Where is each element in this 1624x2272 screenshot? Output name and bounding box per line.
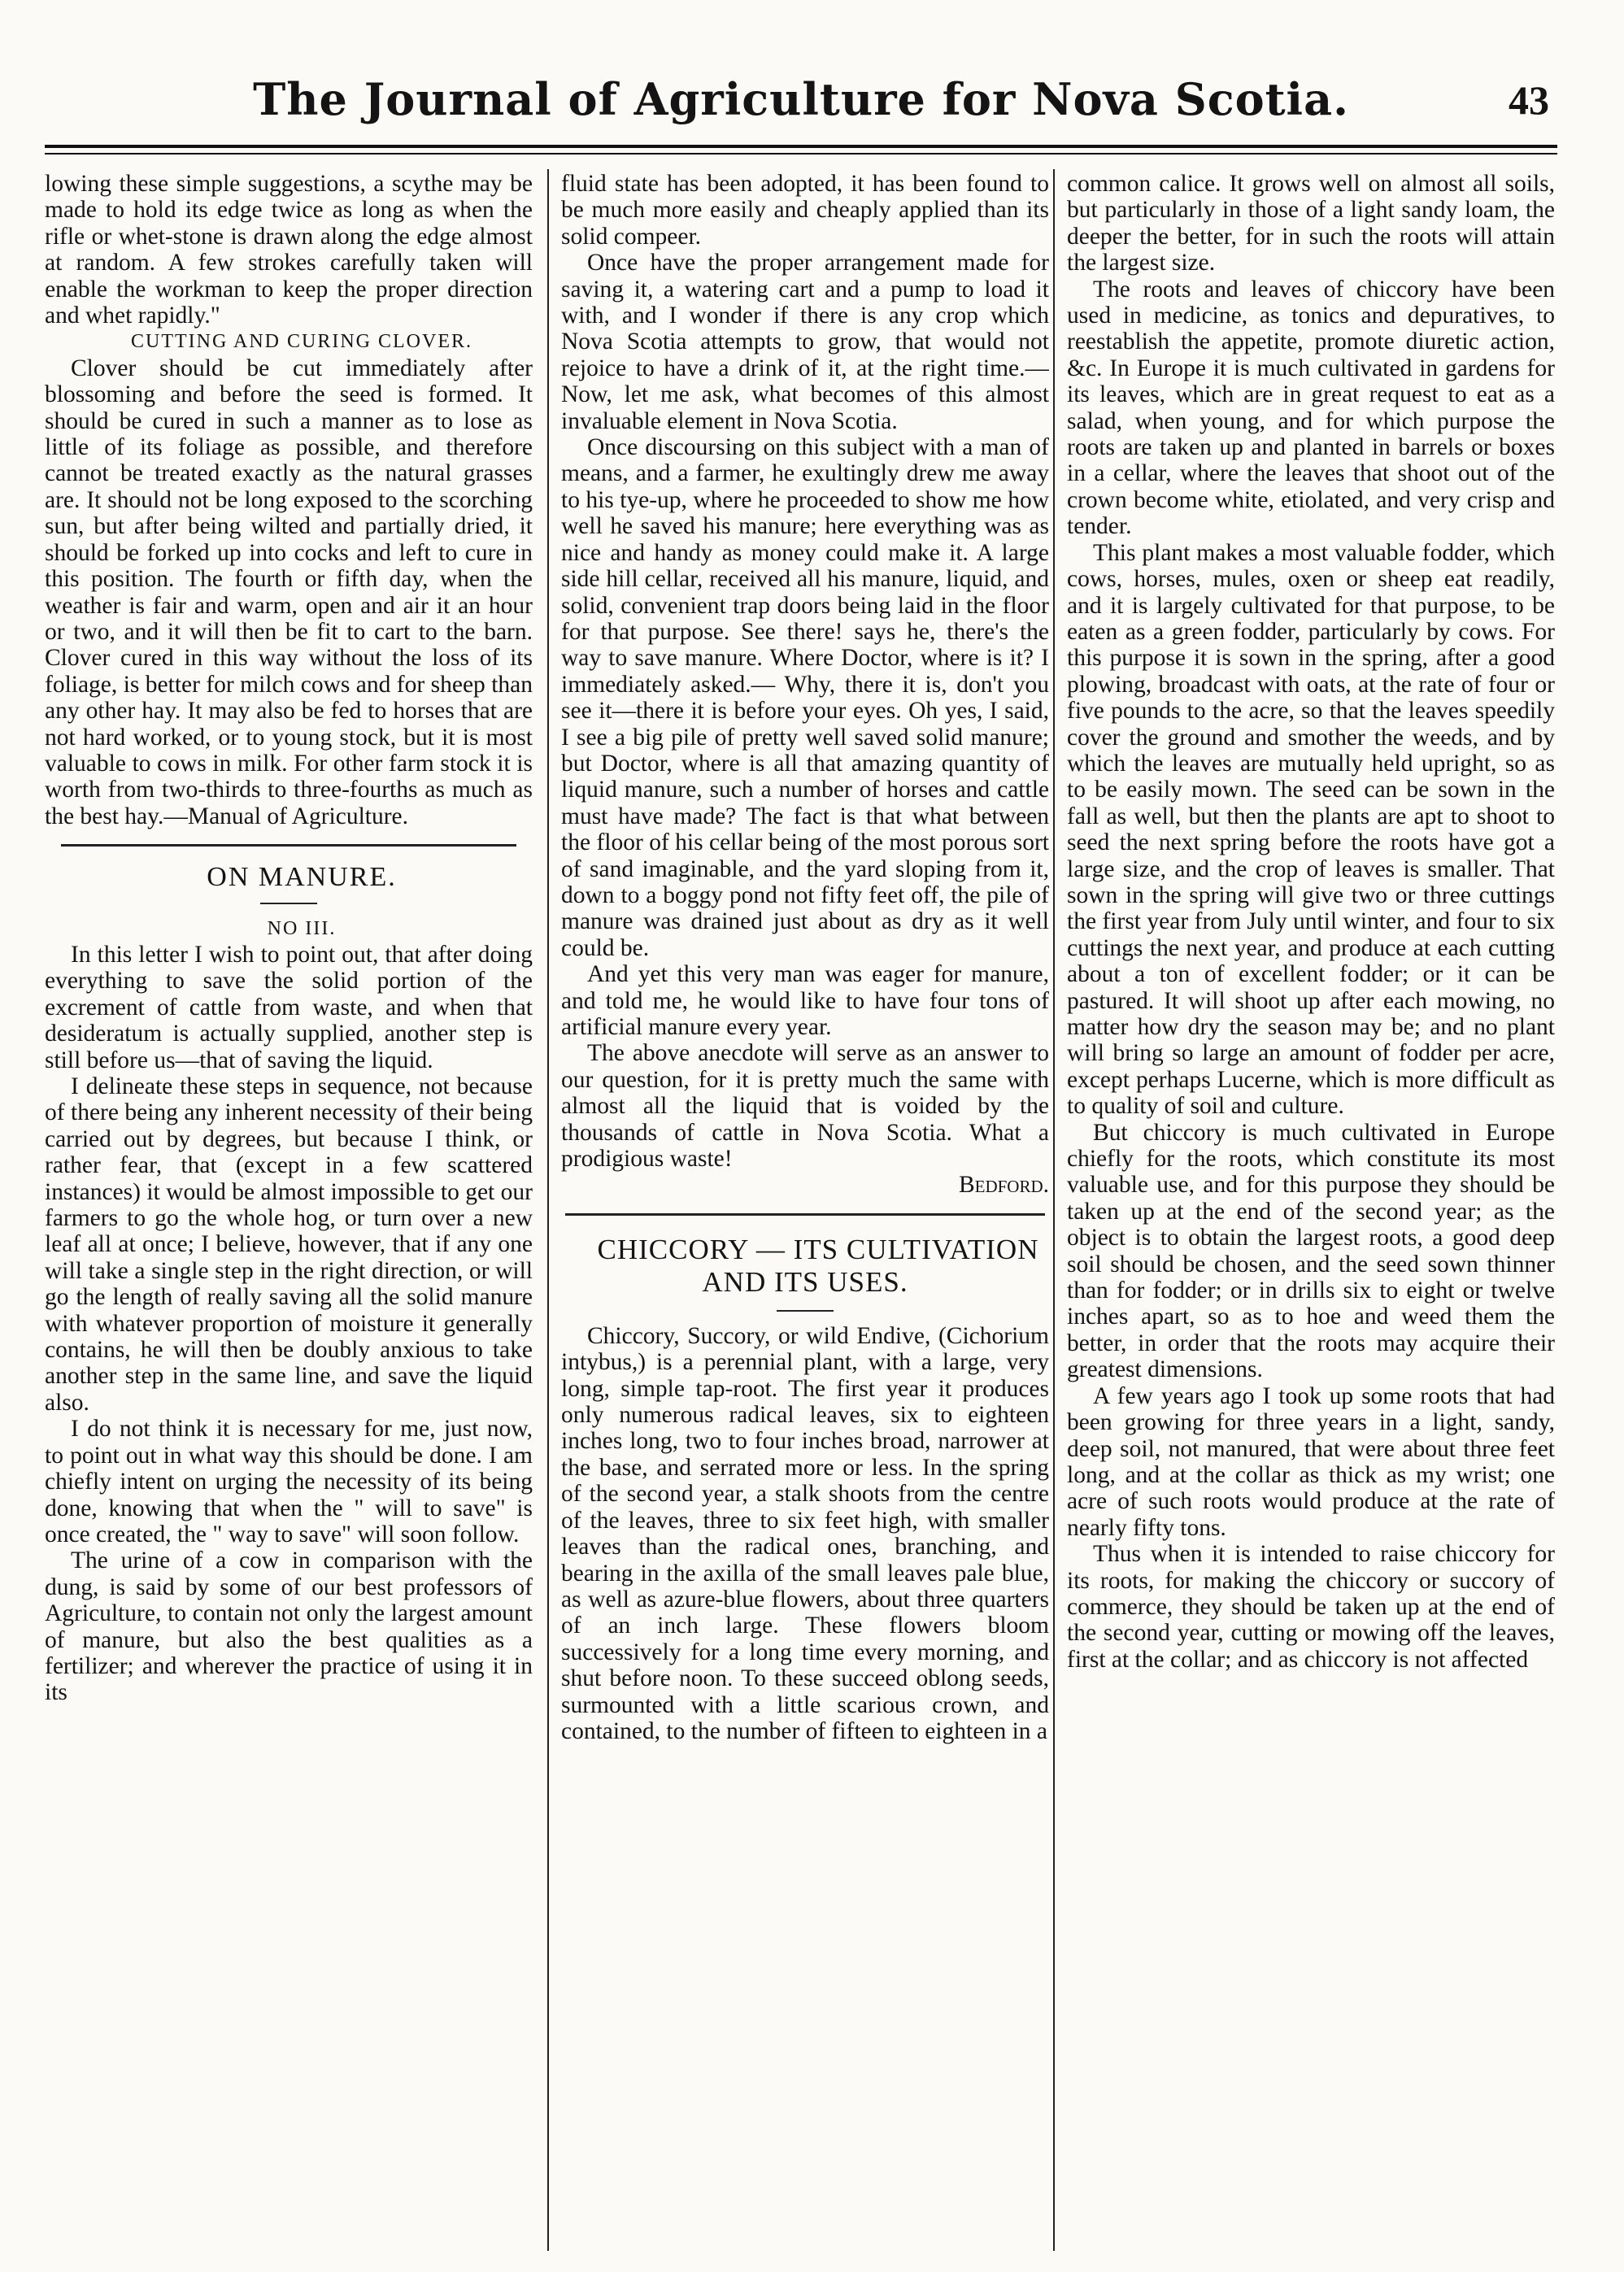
page-header xyxy=(45,73,1557,138)
paragraph: And yet this very man was eager for manure, and told me, he would like to have four tons of artificial manure every year. xyxy=(561,961,1049,1040)
paragraph: The urine of a cow in comparison with the dung, is said by some of our best professors of Agriculture, to contain not only the largest amount of manure, but also the best qualities as a fertilizer; and wherever the practice of using it in its xyxy=(45,1547,533,1706)
page-number: 43 xyxy=(1509,77,1549,123)
header-rule-thin xyxy=(45,153,1557,155)
heading-rule xyxy=(777,1310,834,1312)
section-subheading: CUTTING AND CURING CLOVER. xyxy=(131,331,472,353)
column-3 xyxy=(1067,171,1555,2252)
paragraph: The above anecdote will serve as an answer to our question, for it is pretty much the same with almost all the liquid that is voided by the thousands of cattle in Nova Scotia. What a prodigious waste! xyxy=(561,1040,1049,1173)
section-rule xyxy=(61,844,516,847)
column-divider xyxy=(547,169,549,2251)
paragraph: lowing these simple suggestions, a scythe may be made to hold its edge twice as long as when the rifle or whet-stone is drawn along the edge almost at random. A few strokes carefully taken will enable the workman to keep the proper direction and whet rapidly." xyxy=(45,171,533,329)
article-heading: ON MANURE. xyxy=(207,862,397,893)
heading-rule xyxy=(260,903,317,904)
article-heading: CHICCORY — ITS CULTIVATION AND ITS USES. xyxy=(597,1233,1039,1298)
paragraph: Once have the proper arrangement made for saving it, a watering cart and a pump to load it with, and I wonder if there is any crop which Nova Scotia attempts to grow, that would not rejoice to have a drink of it, at the right time.— Now, let me ask, what becomes of this almost invaluable element in Nova Scotia. xyxy=(561,250,1049,434)
paragraph: Clover should be cut immediately after blossoming and before the seed is formed. It should be cured in such a manner as to lose as little of its foliage as possible, and therefore cannot be treated exactly as the natural grasses are. It should not be long exposed to the scorching sun, but after being wilted and partially dried, it should be forked up into cocks and left to cure in this position. The fourth or fifth day, when the weather is fair and warm, open and air it an hour or two, and it will then be fit to cart to the barn. Clover cured in this way without the loss of its foliage, is better for milch cows and for sheep than any other hay. It may also be fed to horses that are not hard worked, or to young stock, but it is most valuable to cows in milk. For other farm stock it is worth from two-thirds to three-fourths as much as the best hay.—Manual of Agriculture. xyxy=(45,355,533,829)
paragraph: But chiccory is much cultivated in Europe chiefly for the roots, which constitute its most valuable use, and for this purpose they should be taken up at the end of the second year; as the object is to obtain the largest roots, a good deep soil should be chosen, and the seed sown thinner than for fodder; or in drills six to eight or twelve inches apart, so as to hoe and weed them the better, in order that the roots may acquire their greatest dimensions. xyxy=(1067,1119,1555,1383)
article-number: NO III. xyxy=(267,917,337,939)
paragraph: fluid state has been adopted, it has been found to be much more easily and cheaply applied than its solid compeer. xyxy=(561,171,1049,250)
column-1 xyxy=(45,171,533,2252)
paragraph: common calice. It grows well on almost all soils, but particularly in those of a light sandy loam, the deeper the better, for in such the roots will attain the largest size. xyxy=(1067,171,1555,276)
paragraph: The roots and leaves of chiccory have been used in medicine, as tonics and depuratives, to reestablish the appetite, promote diuretic action, &c. In Europe it is much cultivated in gardens for its leaves, which are in great request to eat as a salad, when young, and for which purpose the roots are taken up and planted in barrels or boxes in a cellar, where the leaves that shoot out of the crown become white, etiolated, and very crisp and tender. xyxy=(1067,276,1555,540)
paragraph: Thus when it is intended to raise chiccory for its roots, for making the chiccory or succory of commerce, they should be taken up at the end of the second year, cutting or mowing off the leaves, first at the collar; and as chiccory is not affected xyxy=(1067,1541,1555,1673)
paragraph: A few years ago I took up some roots that had been growing for three years in a light, sandy, deep soil, not manured, that were about three feet long, and at the collar as thick as my wrist; one acre of such roots would produce at the rate of nearly fifty tons. xyxy=(1067,1382,1555,1541)
paragraph: Once discoursing on this subject with a man of means, and a farmer, he exultingly drew me away to his tye-up, where he proceeded to show me how well he saved his manure; here everything was as nice and handy as money could make it. A large side hill cellar, received all his manure, liquid, and solid, convenient trap doors being laid in the floor for that purpose. See there! says he, there's the way to save manure. Where Doctor, where is it? I immediately asked.— Why, there it is, don't you see it—there it is before your eyes. Oh yes, I said, I see a big pile of pretty well saved solid manure; but Doctor, where is all that amazing quantity of liquid manure, such a number of horses and cattle must have made? The fact is that what between the floor of his cellar being of the most porous sort of sand imaginable, and the yard sloping from it, down to a boggy pond not fifty feet off, the pile of manure was drained just about as dry as it well could be. xyxy=(561,434,1049,961)
paragraph: Chiccory, Succory, or wild Endive, (Cichorium intybus,) is a perennial plant, with a large, very long, simple tap-root. The first year it produces only numerous radical leaves, six to eighteen inches long, two to four inches broad, narrower at the base, and serrated more or less. In the spring of the second year, a stalk shoots from the centre of the leaves, three to six feet high, with smaller leaves than the radical ones, branching, and bearing in the axilla of the small leaves pale blue, as well as azure-blue flowers, about three quarters of an inch large. These flowers bloom successively for a long time every morning, and shut before noon. To these succeed oblong seeds, surmounted with a little scarious crown, and contained, to the number of fifteen to eighteen in a xyxy=(561,1322,1049,1744)
paragraph: This plant makes a most valuable fodder, which cows, horses, mules, oxen or sheep eat readily, and it is largely cultivated for that purpose, to be eaten as a green fodder, particularly by cows. For this purpose it is sown in the spring, after a good plowing, broadcast with oats, at the rate of four or five pounds to the acre, so that the leaves speedily cover the ground and smother the weeds, and by which the leaves are mutually held upright, so as to be easily mown. The seed can be sown in the fall as well, but then the plants are apt to shoot to seed the next spring before the roots have got a large size, and the crop of leaves is smaller. That sown in the spring will give two or three cuttings the first year from July until winter, and four to six cuttings the next year, and produce at each cutting about a ton of excellent fodder; or it can be pastured. It will shoot up after each mowing, no matter how dry the season may be; and no plant will bring so large an amount of fodder per acre, except perhaps Lucerne, which is more difficult as to quality of soil and culture. xyxy=(1067,539,1555,1120)
header-rule xyxy=(45,145,1557,148)
column-2 xyxy=(561,171,1049,2252)
signature: Bedford. xyxy=(958,1172,1049,1199)
paragraph: I delineate these steps in sequence, not because of there being any inherent necessity of their being carried out by degrees, but because I think, or rather fear, that (except in a few scattered instances) it would be almost impossible to get our farmers to go the whole hog, or turn over a new leaf all at once; I believe, however, that if any one will take a single step in the right direction, or will go the length of really saving all the solid manure with whatever proportion of moisture it generally contains, he will then be doubly anxious to take another step in the same line, and save the liquid also. xyxy=(45,1073,533,1416)
column-divider xyxy=(1053,169,1055,2251)
section-rule xyxy=(565,1213,1045,1216)
journal-title: The Journal of Agriculture for Nova Scotia. xyxy=(253,73,1349,125)
paragraph: In this letter I wish to point out, that after doing everything to save the solid portion of the excrement of cattle from waste, and when that desideratum is actually supplied, another step is still before us—that of saving the liquid. xyxy=(45,941,533,1073)
paragraph: I do not think it is necessary for me, just now, to point out in what way this should be done. I am chiefly intent on urging the necessity of its being done, knowing that when the " will to save" is once created, the " way to save" will soon follow. xyxy=(45,1416,533,1547)
